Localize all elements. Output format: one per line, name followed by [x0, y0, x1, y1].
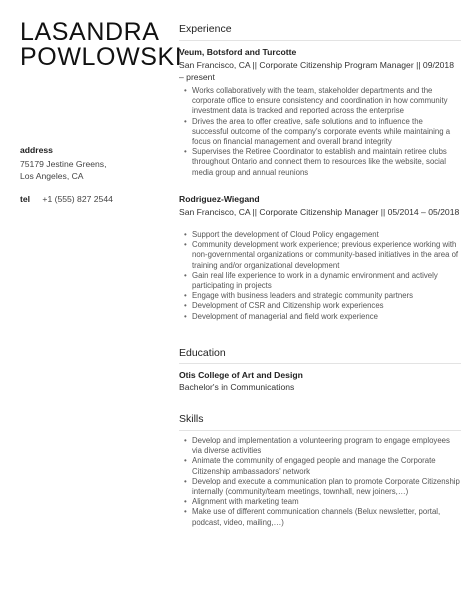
address-line-2: Los Angeles, CA — [20, 171, 84, 181]
job-1-company: Veum, Botsford and Turcotte — [179, 47, 297, 57]
name-block — [20, 18, 183, 71]
experience-divider — [179, 40, 461, 41]
last-name: POWLOWSKI — [20, 43, 183, 71]
education-divider — [179, 363, 461, 364]
list-item: • Development of managerial and field work experience — [192, 312, 461, 322]
address-label: address — [20, 145, 53, 155]
tel-block — [20, 194, 170, 204]
list-item: • Engage with business leaders and strategic community partners — [192, 291, 461, 301]
education-title: Education — [179, 347, 226, 359]
list-item: • Drives the area to offer creative, safe solutions and to influence the successful outcome of the company's corporate events while maintaining a focus on financial management and overall brand integrity — [192, 117, 461, 148]
address-line-1: 75179 Jestine Greens, — [20, 159, 107, 169]
list-item: • Make use of different communication channels (Belux newsletter, portal, podcast, video, mailing,…) — [192, 507, 461, 527]
experience-title: Experience — [179, 23, 232, 35]
list-item: • Support the development of Cloud Policy engagement — [192, 230, 461, 240]
list-item: • Development of CSR and Citizenship work experiences — [192, 301, 461, 311]
job-2-meta: San Francisco, CA || Corporate Citizenship Manager || 05/2014 – 05/2018 — [179, 207, 460, 217]
tel-value: +1 (555) 827 2544 — [42, 194, 113, 204]
list-item: • Supervises the Retiree Coordinator to establish and maintain retiree clubs throughout Ontario and connect them to resources like the website, social media group and annual reunions — [192, 147, 461, 178]
list-item: • Gain real life experience to work in a dynamic environment and actively participating in projects — [192, 271, 461, 291]
job-2-bullets — [179, 230, 461, 322]
list-item: • Develop and execute a communication plan to promote Corporate Citizenship internally (community/team meetings, townhall, new joiners,…) — [192, 477, 461, 497]
tel-label: tel — [20, 194, 31, 204]
education-degree: Bachelor's in Communications — [179, 382, 295, 392]
skills-title: Skills — [179, 413, 204, 425]
list-item: • Alignment with marketing team — [192, 497, 461, 507]
job-1-meta: San Francisco, CA || Corporate Citizenship Program Manager || 09/2018 – present — [179, 60, 454, 82]
education-school: Otis College of Art and Design — [179, 370, 303, 380]
skills-divider — [179, 430, 461, 431]
list-item: • Community development work experience; previous experience working with non-governmental organizations or community-based initiatives in the area of training and/or organizational development — [192, 240, 461, 271]
list-item: • Works collaboratively with the team, stakeholder departments and the corporate office to ensure consistency and coordination in how community investment data is tracked and reported across the enterprise — [192, 86, 461, 117]
skills-list — [179, 436, 461, 528]
address-block — [20, 145, 170, 182]
list-item: • Animate the community of engaged people and manage the Corporate Citizenship ambassadors' network — [192, 456, 461, 476]
job-1-bullets — [179, 86, 461, 178]
list-item: • Develop and implementation a volunteering program to engage employees via diverse activities — [192, 436, 461, 456]
job-2-company: Rodriguez-Wiegand — [179, 194, 260, 204]
first-name: LASANDRA — [20, 18, 160, 46]
candidate-name — [20, 18, 183, 71]
